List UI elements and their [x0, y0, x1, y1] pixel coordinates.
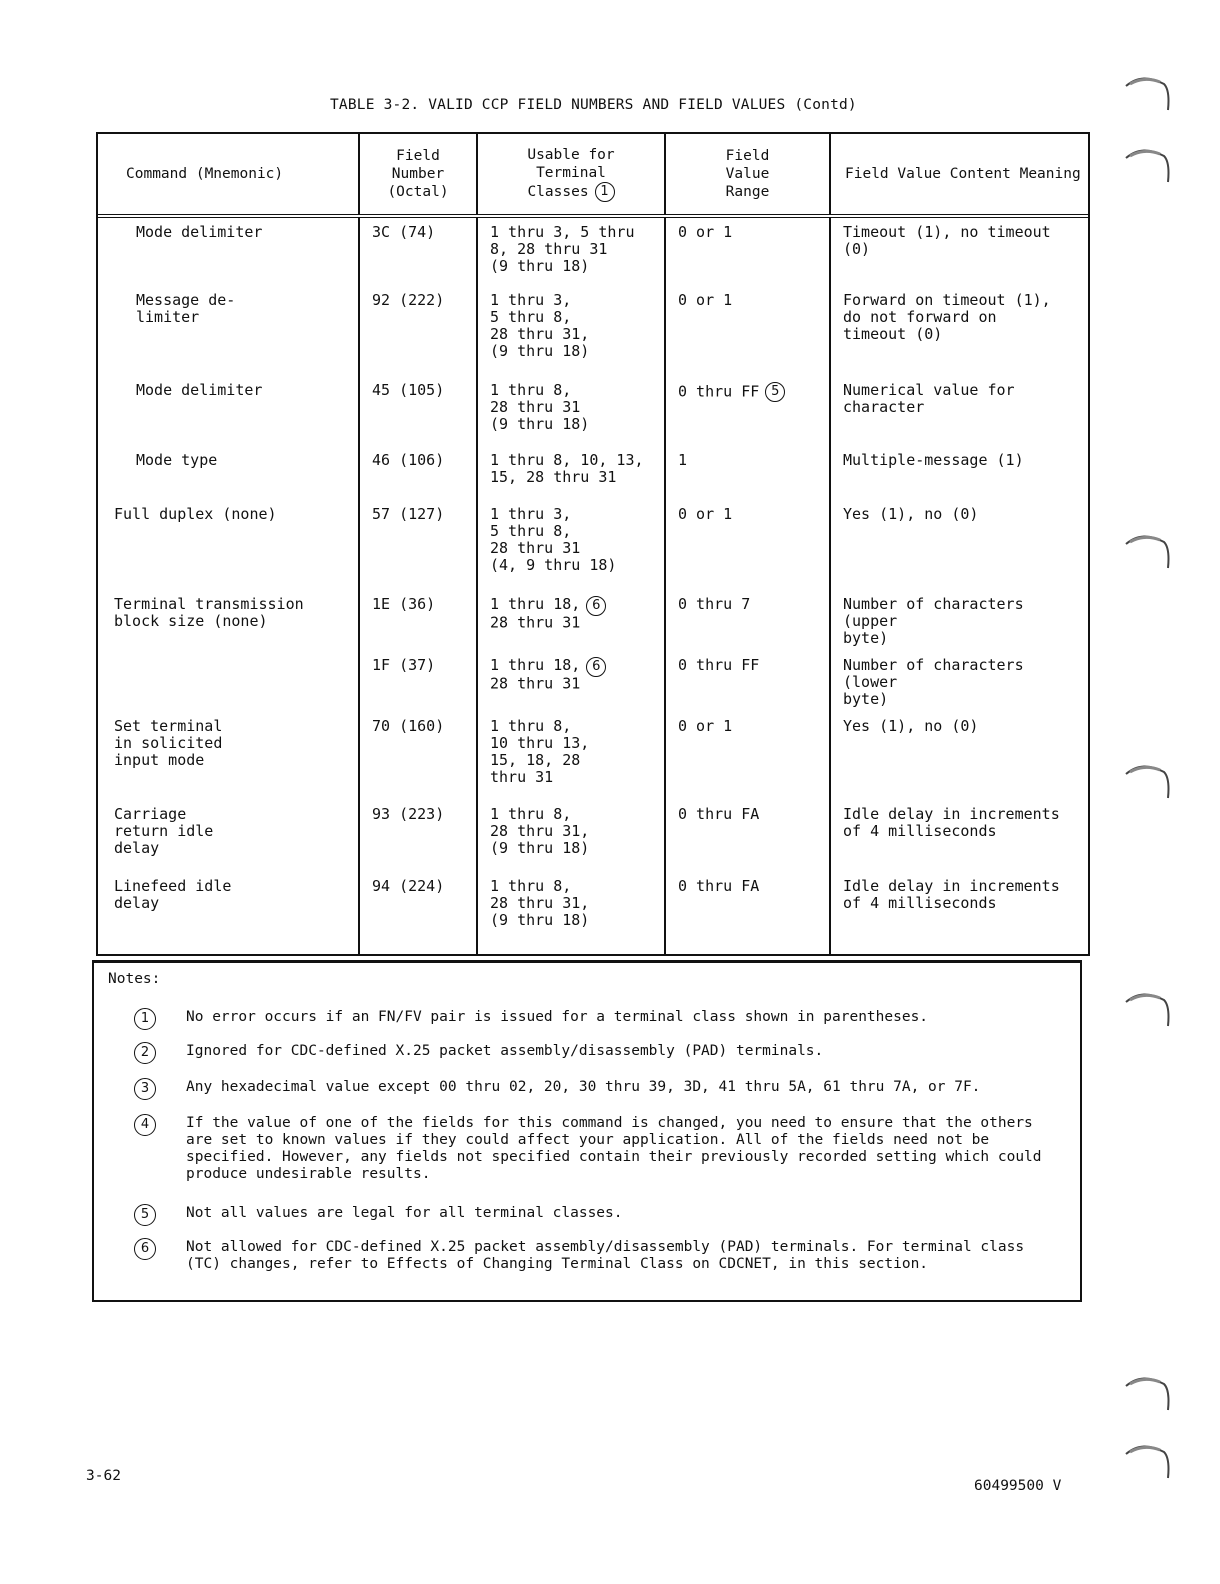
cell-range: 0 thru FF — [678, 656, 760, 674]
cell-meaning: Multiple-message (1) — [843, 451, 1024, 469]
cell-usable: 1 thru 8, 28 thru 31, (9 thru 18) — [490, 805, 590, 857]
document-number: 60499500 V — [974, 1478, 1062, 1494]
note-text: Any hexadecimal value except 00 thru 02, 20, 30 thru 39, 3D, 41 thru 5A, 61 thru 7A, or 7F. — [186, 1079, 981, 1095]
cell-command: Carriage return idle delay — [114, 805, 214, 857]
cell-range: 0 thru 7 — [678, 595, 751, 613]
header-field-number-label: Field Number (Octal) — [387, 148, 449, 200]
note-number-circle: 6 — [134, 1238, 156, 1260]
cell-command: Message de- limiter — [136, 291, 236, 326]
cell-usable — [478, 590, 664, 637]
binder-hole-mark — [1124, 144, 1172, 184]
cell-range: 0 thru FA — [678, 805, 760, 823]
cell-command: Set terminal in solicited input mode — [114, 717, 223, 769]
cell-field: 46 (106) — [372, 451, 445, 469]
note-text: Ignored for CDC-defined X.25 packet assembly/disassembly (PAD) terminals. — [186, 1043, 824, 1059]
cell-field: 70 (160) — [372, 717, 445, 735]
header-usable — [477, 134, 665, 216]
field-values-grid — [98, 134, 1088, 954]
cell-meaning: Idle delay in increments of 4 milliseconds — [843, 877, 1060, 912]
note-text: If the value of one of the fields for this command is changed, you need to ensure that the others are set to known values if they could affect your application. All of the fields need not be specified. However, any fields not specified contain their previously recorded setting which could produce undesirable results. — [186, 1115, 1042, 1182]
cell-meaning: Yes (1), no (0) — [843, 717, 979, 735]
binder-hole-mark — [1124, 72, 1172, 112]
cell-meaning: Timeout (1), no timeout (0) — [843, 223, 1051, 258]
header-range-label: Field Value Range — [725, 148, 770, 200]
usable-value: 1 thru 18, 28 thru 31 — [490, 656, 581, 693]
cell-field: 57 (127) — [372, 505, 445, 523]
header-field-number — [359, 134, 477, 216]
cell-command: Mode delimiter — [136, 223, 263, 241]
cell-range: 0 thru FA — [678, 877, 760, 895]
note-text: Not allowed for CDC-defined X.25 packet assembly/disassembly (PAD) terminals. For terminal class (TC) changes, refer to Effects of Changing Terminal Class on CDCNET, in this section. — [186, 1239, 1025, 1272]
cell-field: 45 (105) — [372, 381, 445, 399]
cell-field: 1F (37) — [372, 656, 436, 674]
table-row — [98, 800, 1088, 872]
cell-command — [98, 651, 358, 681]
binder-hole-mark — [1124, 760, 1172, 800]
note-ref-circle: 1 — [595, 182, 615, 202]
note-number-circle: 4 — [134, 1114, 156, 1136]
header-meaning — [830, 134, 1088, 216]
header-meaning-label: Field Value Content Meaning — [845, 166, 1081, 182]
header-usable-label: Usable for Terminal Classes — [527, 147, 615, 200]
cell-usable: 1 thru 8, 10 thru 13, 15, 18, 28 thru 31 — [490, 717, 590, 786]
ccp-field-table — [96, 132, 1090, 956]
note-ref-circle: 6 — [586, 596, 606, 616]
cell-range: 1 — [678, 451, 688, 469]
range-value: 0 thru FF — [678, 382, 760, 401]
cell-command: Terminal transmission block size (none) — [114, 595, 304, 630]
cell-field: 3C (74) — [372, 223, 436, 241]
table-row — [98, 590, 1088, 651]
note-number-circle: 1 — [134, 1008, 156, 1030]
cell-usable: 1 thru 3, 5 thru 8, 28 thru 31, (9 thru 18) — [490, 291, 590, 360]
table-row — [98, 500, 1088, 590]
table-title: TABLE 3-2. VALID CCP FIELD NUMBERS AND FIELD VALUES (Contd) — [330, 97, 857, 113]
cell-meaning: Yes (1), no (0) — [843, 505, 979, 523]
table-row — [98, 712, 1088, 800]
table-row — [98, 446, 1088, 500]
cell-command: Full duplex (none) — [114, 505, 277, 523]
cell-meaning: Number of characters (lower byte) — [843, 656, 1024, 708]
note-text: No error occurs if an FN/FV pair is issued for a terminal class shown in parentheses. — [186, 1009, 929, 1025]
cell-usable: 1 thru 3, 5 thru 8, 28 thru 31 (9 thru 18) — [490, 223, 635, 275]
binder-hole-mark — [1124, 1440, 1172, 1480]
cell-range — [666, 376, 829, 406]
cell-field: 1E (36) — [372, 595, 436, 613]
cell-usable — [478, 651, 664, 698]
table-row — [98, 376, 1088, 446]
cell-range: 0 or 1 — [678, 717, 733, 735]
note-number-circle: 2 — [134, 1042, 156, 1064]
notes-title: Notes: — [108, 971, 161, 987]
cell-usable: 1 thru 8, 10, 13, 15, 28 thru 31 — [490, 451, 644, 486]
cell-range: 0 or 1 — [678, 505, 733, 523]
usable-value: 1 thru 18, 28 thru 31 — [490, 595, 581, 632]
cell-meaning: Numerical value for character — [843, 381, 1015, 416]
note-text: Not all values are legal for all terminal classes. — [186, 1205, 623, 1221]
note-ref-circle: 6 — [586, 657, 606, 677]
cell-command: Mode delimiter — [136, 381, 263, 399]
cell-range: 0 or 1 — [678, 291, 733, 309]
table-row — [98, 651, 1088, 712]
notes-box — [92, 960, 1082, 1302]
binder-hole-mark — [1124, 530, 1172, 570]
cell-field: 92 (222) — [372, 291, 445, 309]
table-header-row — [98, 134, 1088, 216]
binder-hole-mark — [1124, 988, 1172, 1028]
cell-command: Mode type — [136, 451, 218, 469]
cell-field: 93 (223) — [372, 805, 445, 823]
cell-usable: 1 thru 8, 28 thru 31 (9 thru 18) — [490, 381, 590, 433]
cell-meaning: Idle delay in increments of 4 milliseconds — [843, 805, 1060, 840]
cell-command: Linefeed idle delay — [114, 877, 232, 912]
cell-meaning: Number of characters (upper byte) — [843, 595, 1024, 647]
binder-hole-mark — [1124, 1372, 1172, 1412]
header-command — [98, 134, 359, 216]
header-range — [665, 134, 830, 216]
cell-usable: 1 thru 3, 5 thru 8, 28 thru 31 (4, 9 thru 18) — [490, 505, 617, 574]
cell-meaning: Forward on timeout (1), do not forward on timeout (0) — [843, 291, 1051, 343]
note-number-circle: 3 — [134, 1078, 156, 1100]
note-number-circle: 5 — [134, 1204, 156, 1226]
table-row — [98, 286, 1088, 376]
cell-range: 0 or 1 — [678, 223, 733, 241]
cell-field: 94 (224) — [372, 877, 445, 895]
table-row — [98, 216, 1088, 286]
table-row — [98, 872, 1088, 954]
note-ref-circle: 5 — [765, 382, 785, 402]
page-number: 3-62 — [86, 1468, 121, 1484]
cell-usable: 1 thru 8, 28 thru 31, (9 thru 18) — [490, 877, 590, 929]
header-command-label: Command (Mnemonic) — [126, 166, 284, 182]
